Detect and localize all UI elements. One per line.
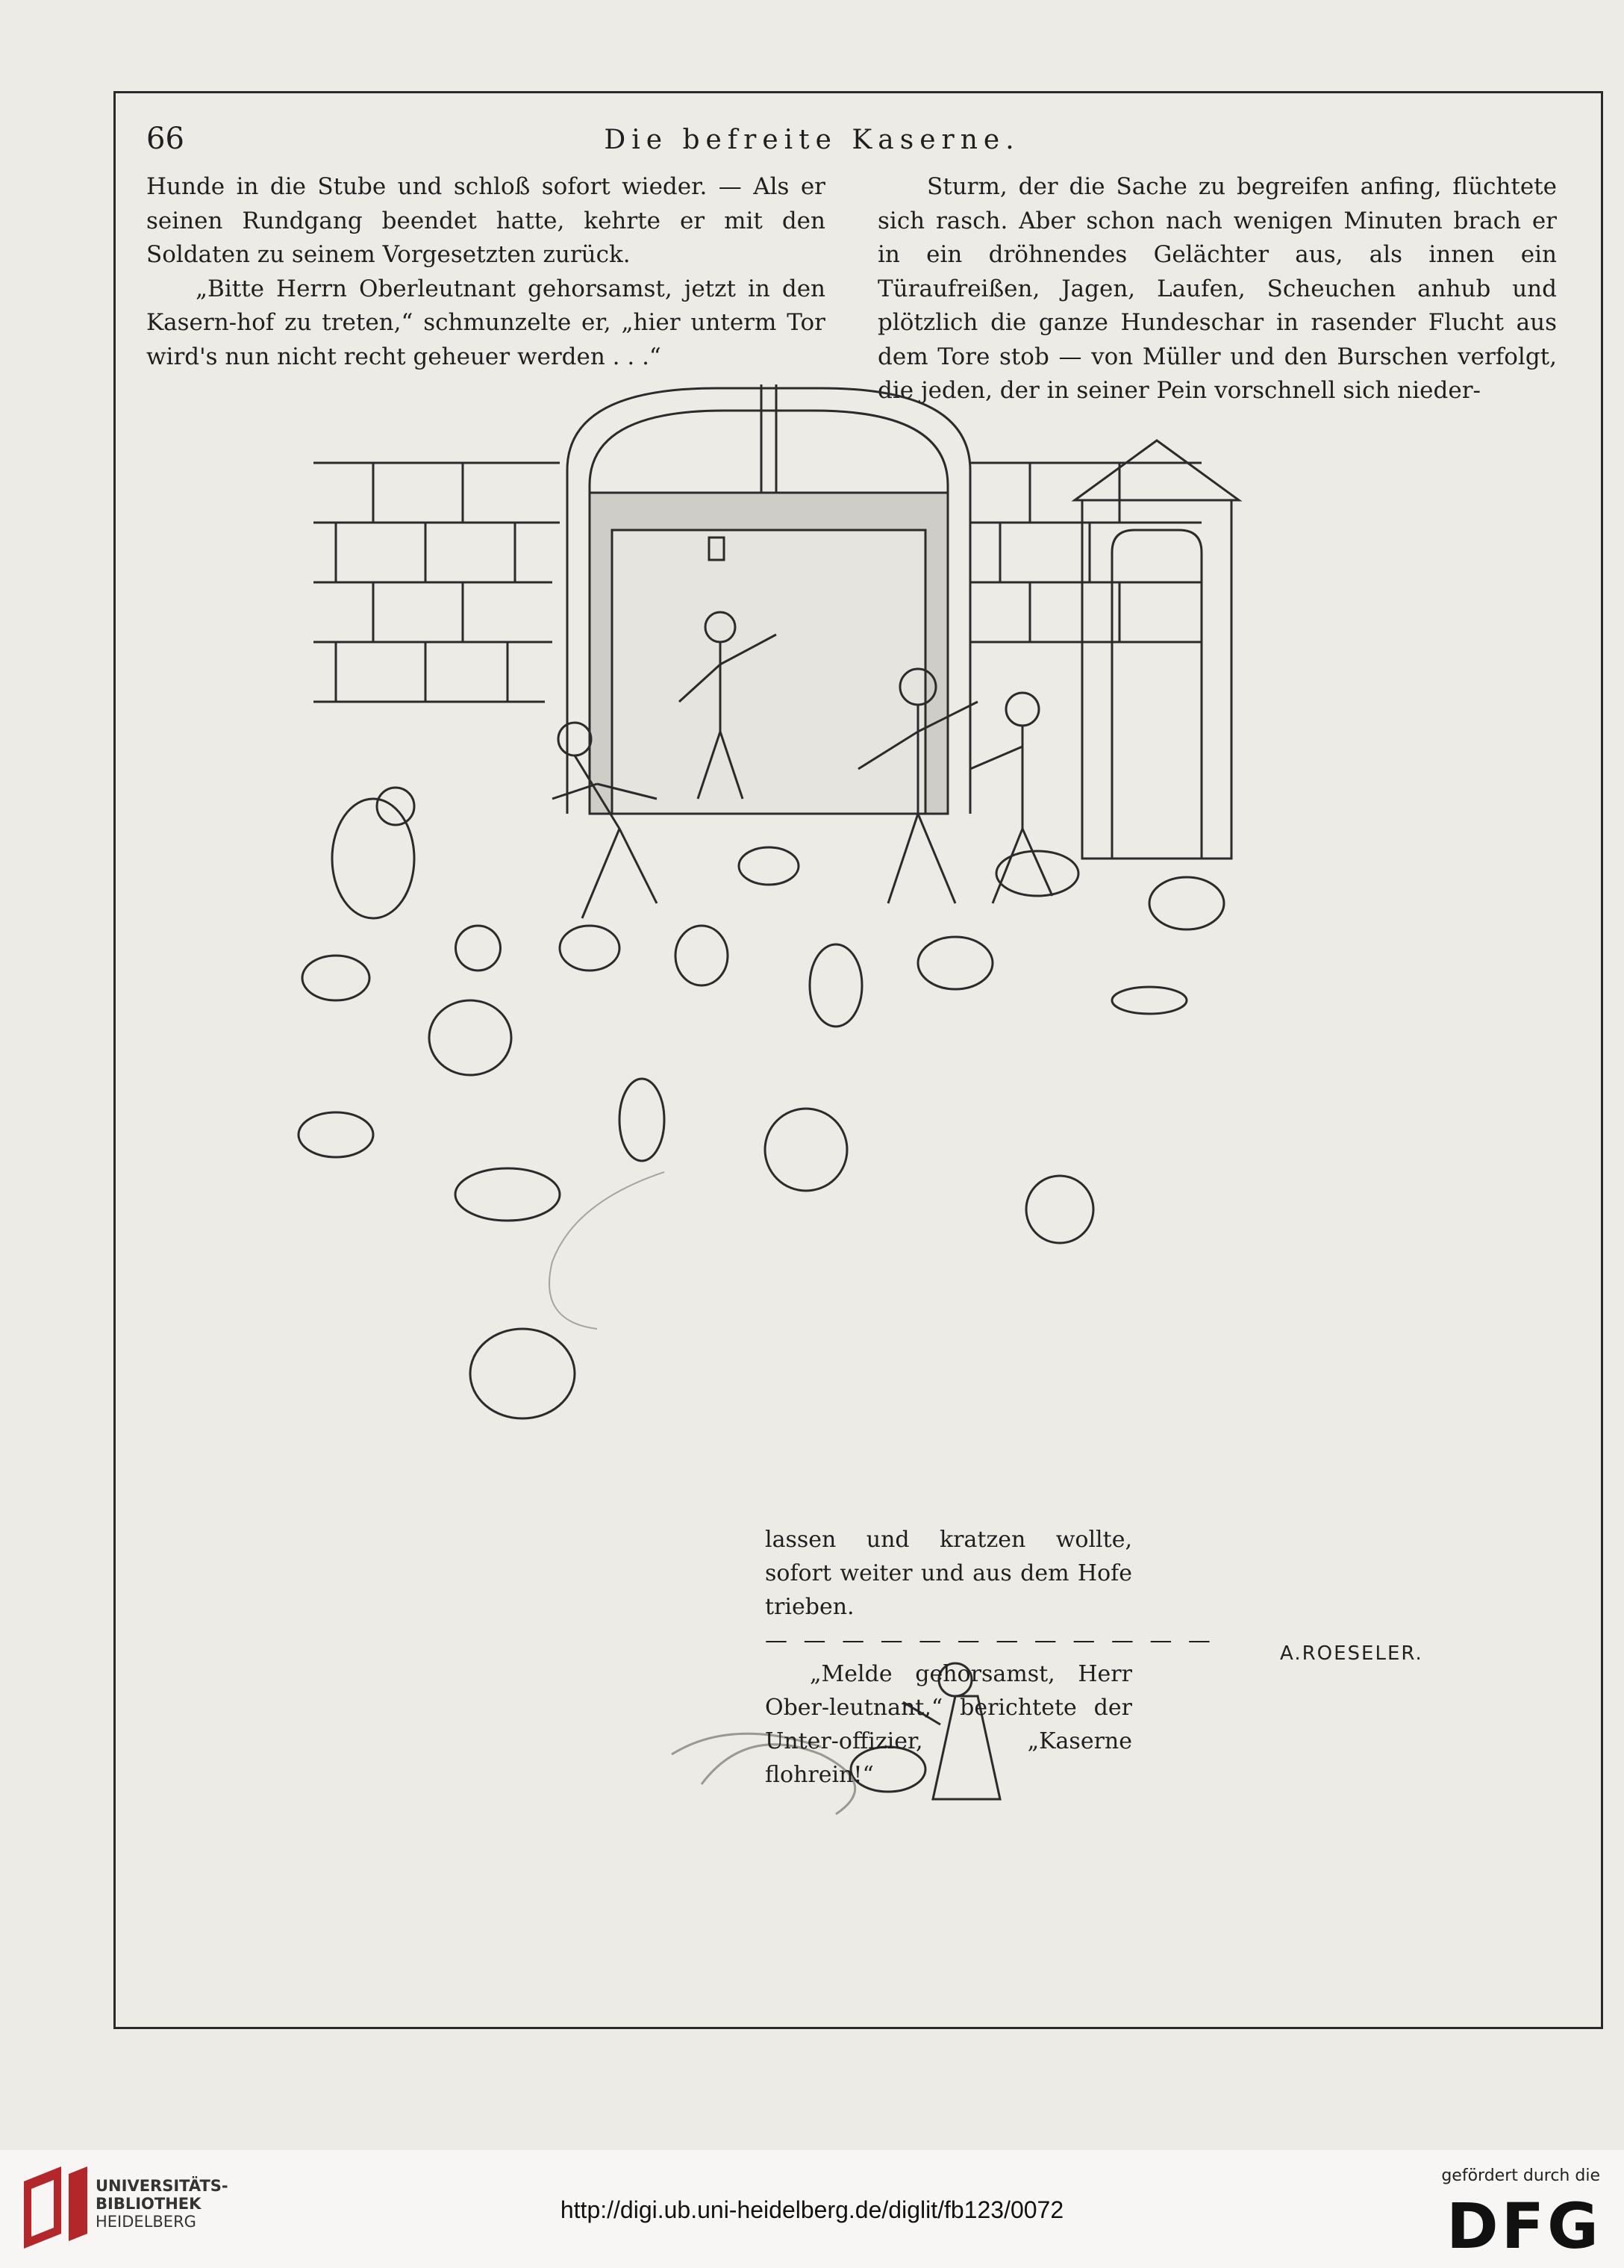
page-number: 66 [146, 122, 184, 156]
right-paragraph-1: Sturm, der die Sache zu begreifen anfing, flüchtete sich rasch. Aber schon nach wenigen Minuten brach er in ein dröhnendes Gelächter aus, als innen ein Türaufreißen, Jagen, Laufen, Scheuchen anhub und plötzlich die ganze Hundeschar in rasender Flucht aus dem Tore stob — von Müller und den Burschen verfolgt, die jeden, der in seiner Pein vorschnell sich nieder- [878, 173, 1557, 404]
closing-text [765, 1523, 1215, 1792]
closing-paragraph-1: lassen und kratzen wollte, sofort weiter und aus dem Hofe trieben. [765, 1527, 1132, 1620]
fleeing-dogs [299, 788, 1224, 1418]
library-name: UNIVERSITÄTS- BIBLIOTHEK HEIDELBERG [96, 2177, 228, 2231]
left-text-column [146, 170, 825, 374]
dust-cloud [549, 1172, 664, 1329]
left-paragraph-2: „Bitte Herrn Oberleutnant gehorsamst, jetzt in den Kasern-hof zu treten,“ schmunzelte er, „hier unterm Tor wird's nun nicht recht geheuer werden . . .“ [146, 275, 825, 370]
left-paragraph-1: Hunde in die Stube und schloß sofort wieder. — Als er seinen Rundgang beendet hatte, kehrte er mit den Soldaten zu seinem Vorgesetzten zurück. [146, 173, 825, 268]
closing-paragraph-2: „Melde gehorsamst, Herr Ober-leutnant,“ berichtete der Unter-offizier, „Kaserne flohrein!“ [765, 1661, 1132, 1788]
digitization-footer [0, 2150, 1624, 2268]
sponsor-label: gefördert durch die [1441, 2166, 1600, 2185]
brick-wall-left [313, 463, 560, 702]
running-title: Die befreite Kaserne. [604, 125, 1020, 155]
dfg-logo: DFG [1446, 2190, 1602, 2263]
permalink-url[interactable]: http://digi.ub.uni-heidelberg.de/diglit/fb123/0072 [560, 2196, 1064, 2223]
artist-signature: A.ROESELER. [1280, 1642, 1423, 1665]
sentry-box [1075, 440, 1239, 859]
arched-gate [567, 384, 970, 814]
right-text-column [878, 170, 1557, 408]
brick-wall-right [970, 463, 1202, 642]
dash-separator: — — — — — — — — — — — — [765, 1627, 1215, 1654]
